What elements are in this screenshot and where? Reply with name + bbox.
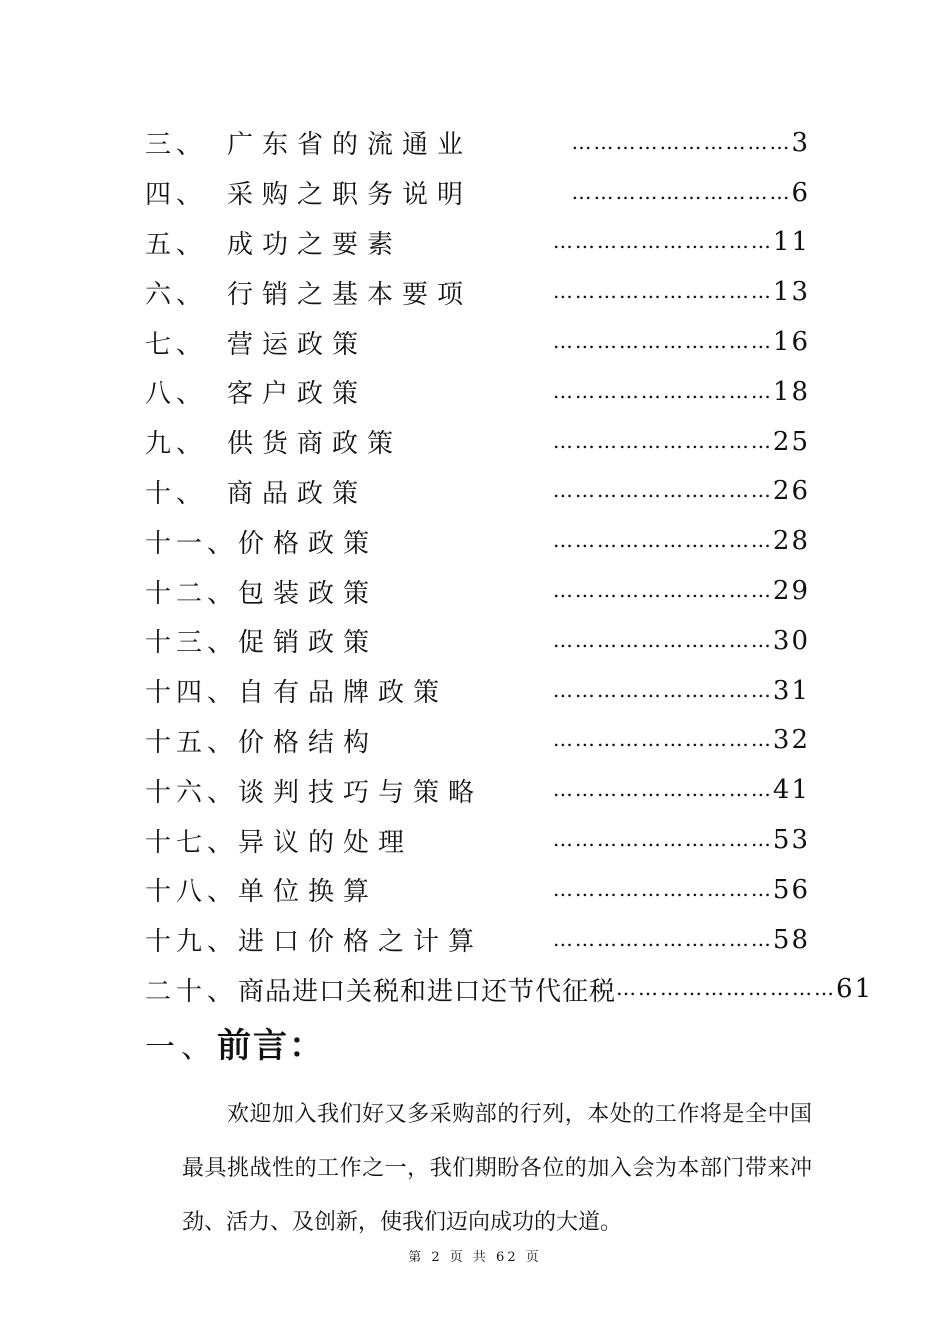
toc-entry-leader: ………………………… <box>552 329 773 354</box>
toc-entry-leader: ………………………… <box>552 727 773 752</box>
toc-entry-leader: ………………………… <box>552 478 773 503</box>
toc-entry-leader: ………………………… <box>552 279 773 304</box>
toc-entry-title: 异议的处理 <box>238 827 414 858</box>
toc-entry-title: 价格结构 <box>238 727 379 758</box>
toc-entry-page: 3 <box>791 127 810 158</box>
toc-entry-page: 41 <box>772 775 810 806</box>
toc-entry-page: 13 <box>772 277 810 308</box>
toc-entry-title: 自有品牌政策 <box>238 678 449 709</box>
toc-entry-page: 61 <box>836 974 874 1005</box>
toc-entry-number: 七、 <box>145 329 208 360</box>
toc-entry-number: 十九、 <box>145 927 239 958</box>
toc-entry[interactable] <box>145 267 810 317</box>
table-of-contents <box>145 118 874 1014</box>
section-heading <box>145 1018 325 1067</box>
toc-entry-page: 26 <box>772 476 810 507</box>
toc-entry-page: 18 <box>772 376 810 407</box>
toc-entry-title: 采购之职务说明 <box>227 180 473 211</box>
toc-entry-number: 二十、 <box>145 976 239 1007</box>
toc-entry-leader: ………………………… <box>571 129 792 154</box>
toc-entry-number: 十六、 <box>145 777 239 808</box>
toc-entry-title: 价格政策 <box>238 528 379 559</box>
intro-paragraph: 欢迎加入我们好又多采购部的行列，本处的工作将是全中国最具挑战性的工作之一，我们期盼各位的加入会为本部门带来冲劲、活力、及创新，使我们迈向成功的大道。 <box>182 1102 812 1235</box>
section-number: 一、 <box>145 1030 217 1065</box>
toc-entry[interactable] <box>145 467 810 517</box>
toc-entry[interactable] <box>145 118 810 168</box>
toc-entry-title: 供货商政策 <box>227 429 403 460</box>
toc-entry-page: 28 <box>772 526 810 557</box>
section-title: 前言： <box>217 1026 325 1066</box>
toc-entry[interactable] <box>145 367 810 417</box>
toc-entry-leader: ………………………… <box>571 179 792 204</box>
toc-entry-page: 32 <box>772 725 810 756</box>
toc-entry[interactable] <box>145 915 810 965</box>
toc-entry-leader: ………………………… <box>552 827 773 852</box>
toc-entry[interactable] <box>145 716 810 766</box>
toc-entry-number: 十二、 <box>145 578 239 609</box>
toc-entry-title: 谈判技巧与策略 <box>238 777 484 808</box>
toc-entry-page: 6 <box>791 177 810 208</box>
toc-entry-title: 客户政策 <box>227 379 368 410</box>
toc-entry[interactable] <box>145 516 810 566</box>
toc-entry-page: 31 <box>772 675 810 706</box>
toc-entry-leader: ………………………… <box>616 976 837 1001</box>
toc-entry-number: 十七、 <box>145 827 239 858</box>
toc-entry-number: 十一、 <box>145 528 239 559</box>
toc-entry-number: 九、 <box>145 429 208 460</box>
toc-entry-page: 56 <box>772 874 810 905</box>
toc-entry[interactable] <box>145 616 810 666</box>
toc-entry[interactable] <box>145 965 874 1015</box>
toc-entry-leader: ………………………… <box>552 528 773 553</box>
toc-entry-number: 五、 <box>145 229 208 260</box>
page-footer: 第 2 页 共 62 页 <box>408 1250 542 1265</box>
toc-entry-number: 十五、 <box>145 727 239 758</box>
toc-entry-number: 八、 <box>145 379 208 410</box>
toc-entry-page: 29 <box>772 576 810 607</box>
toc-entry-page: 58 <box>772 924 810 955</box>
toc-entry-title: 营运政策 <box>227 329 368 360</box>
toc-entry-page: 25 <box>772 426 810 457</box>
toc-entry[interactable] <box>145 417 810 467</box>
toc-entry[interactable] <box>145 765 810 815</box>
toc-entry[interactable] <box>145 815 810 865</box>
toc-entry-page: 16 <box>772 327 810 358</box>
toc-entry-title: 单位换算 <box>238 877 379 908</box>
toc-entry-leader: ………………………… <box>552 229 773 254</box>
toc-entry-title: 广东省的流通业 <box>227 130 473 161</box>
toc-entry-number: 十、 <box>145 478 208 509</box>
toc-entry-leader: ………………………… <box>552 677 773 702</box>
toc-entry-title: 商品政策 <box>227 478 368 509</box>
toc-entry-page: 53 <box>772 825 810 856</box>
toc-entry-number: 四、 <box>145 180 208 211</box>
toc-entry-number: 六、 <box>145 279 208 310</box>
toc-entry[interactable] <box>145 566 810 616</box>
toc-entry-number: 十八、 <box>145 877 239 908</box>
toc-entry-number: 三、 <box>145 130 208 161</box>
toc-entry-title: 商品进口关税和进口还节代征税 <box>238 976 617 1007</box>
toc-entry-leader: ………………………… <box>552 926 773 951</box>
toc-entry-title: 进口价格之计算 <box>238 927 484 958</box>
toc-entry-leader: ………………………… <box>552 627 773 652</box>
toc-entry[interactable] <box>145 317 810 367</box>
toc-entry-leader: ………………………… <box>552 578 773 603</box>
toc-entry[interactable] <box>145 168 810 218</box>
toc-entry-title: 行销之基本要项 <box>227 279 473 310</box>
toc-entry-page: 30 <box>772 625 810 656</box>
toc-entry[interactable] <box>145 865 810 915</box>
toc-entry-number: 十四、 <box>145 678 239 709</box>
toc-entry-title: 包装政策 <box>238 578 379 609</box>
toc-entry-leader: ………………………… <box>552 378 773 403</box>
toc-entry-number: 十三、 <box>145 628 239 659</box>
toc-entry-leader: ………………………… <box>552 777 773 802</box>
toc-entry-leader: ………………………… <box>552 876 773 901</box>
toc-entry-title: 成功之要素 <box>227 229 403 260</box>
toc-entry[interactable] <box>145 218 810 268</box>
toc-entry[interactable] <box>145 666 810 716</box>
toc-entry-page: 11 <box>772 227 810 258</box>
toc-entry-title: 促销政策 <box>238 628 379 659</box>
toc-entry-leader: ………………………… <box>552 428 773 453</box>
